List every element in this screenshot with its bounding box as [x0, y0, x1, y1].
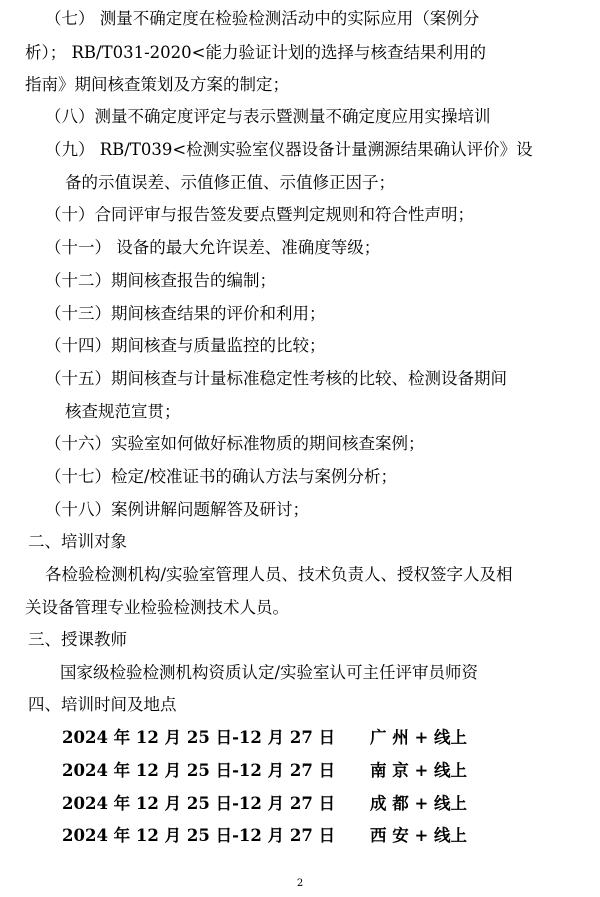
schedule-row [62, 728, 468, 748]
schedule-date: 2024 年 12 月 25 日-12 月 27 日 [62, 728, 336, 747]
page-number: 2 [296, 878, 304, 889]
item-10-line-1: （十）合同评审与报告签发要点暨判定规则和符合性声明； [45, 205, 474, 224]
item-14-line-1: （十四）期间核查与质量监控的比较； [45, 336, 326, 355]
schedule-location: 南 京 + 线上 [370, 761, 468, 780]
item-9-line-2: 备的示值误差、示值修正值、示值修正因子； [65, 173, 395, 192]
item-13-line-1: （十三）期间核查结果的评价和利用； [45, 304, 326, 323]
schedule-row [62, 794, 468, 814]
item-11-line-1: （十一） 设备的最大允许误差、准确度等级； [45, 238, 381, 257]
section-heading-time-location: 四、培训时间及地点 [28, 695, 177, 714]
item-8-line-1: （八）测量不确定度评定与表示暨测量不确定度应用实操培训 [45, 107, 491, 126]
item-9-line-1: （九） RB/T039<检测实验室仪器设备计量溯源结果确认评价》设 [45, 140, 533, 159]
item-15-line-2: 核查规范宣贯； [65, 402, 181, 421]
trainees-line-2: 关设备管理专业检验检测技术人员。 [25, 598, 289, 617]
item-15-line-1: （十五）期间核查与计量标准稳定性考核的比较、检测设备期间 [45, 369, 507, 388]
item-17-line-1: （十七）检定/校准证书的确认方法与案例分析； [45, 467, 398, 486]
item-7-line-1: （七） 测量不确定度在检验检测活动中的实际应用（案例分 [45, 9, 480, 28]
item-7-line-2: 析）； RB/T031-2020<能力验证计划的选择与核查结果利用的 [25, 43, 486, 62]
trainees-line-1: 各检验检测机构/实验室管理人员、技术负责人、授权签字人及相 [45, 565, 513, 584]
item-16-line-1: （十六）实验室如何做好标准物质的期间核查案例； [45, 434, 425, 453]
section-heading-teachers: 三、授课教师 [28, 630, 127, 649]
schedule-location: 广 州 + 线上 [370, 728, 468, 747]
item-12-line-1: （十二）期间核查报告的编制； [45, 271, 276, 290]
section-heading-trainees: 二、培训对象 [28, 532, 127, 551]
schedule-date: 2024 年 12 月 25 日-12 月 27 日 [62, 826, 336, 845]
item-7-line-3: 指南》期间核查策划及方案的制定； [25, 75, 289, 94]
schedule-date: 2024 年 12 月 25 日-12 月 27 日 [62, 794, 336, 813]
schedule-date: 2024 年 12 月 25 日-12 月 27 日 [62, 761, 336, 780]
schedule-location: 西 安 + 线上 [370, 826, 468, 845]
schedule-location: 成 都 + 线上 [370, 794, 468, 813]
teachers-body: 国家级检验检测机构资质认定/实验室认可主任评审员师资 [60, 663, 479, 682]
schedule-row [62, 761, 468, 781]
schedule-row [62, 826, 468, 846]
item-18-line-1: （十八）案例讲解问题解答及研讨； [45, 500, 309, 519]
